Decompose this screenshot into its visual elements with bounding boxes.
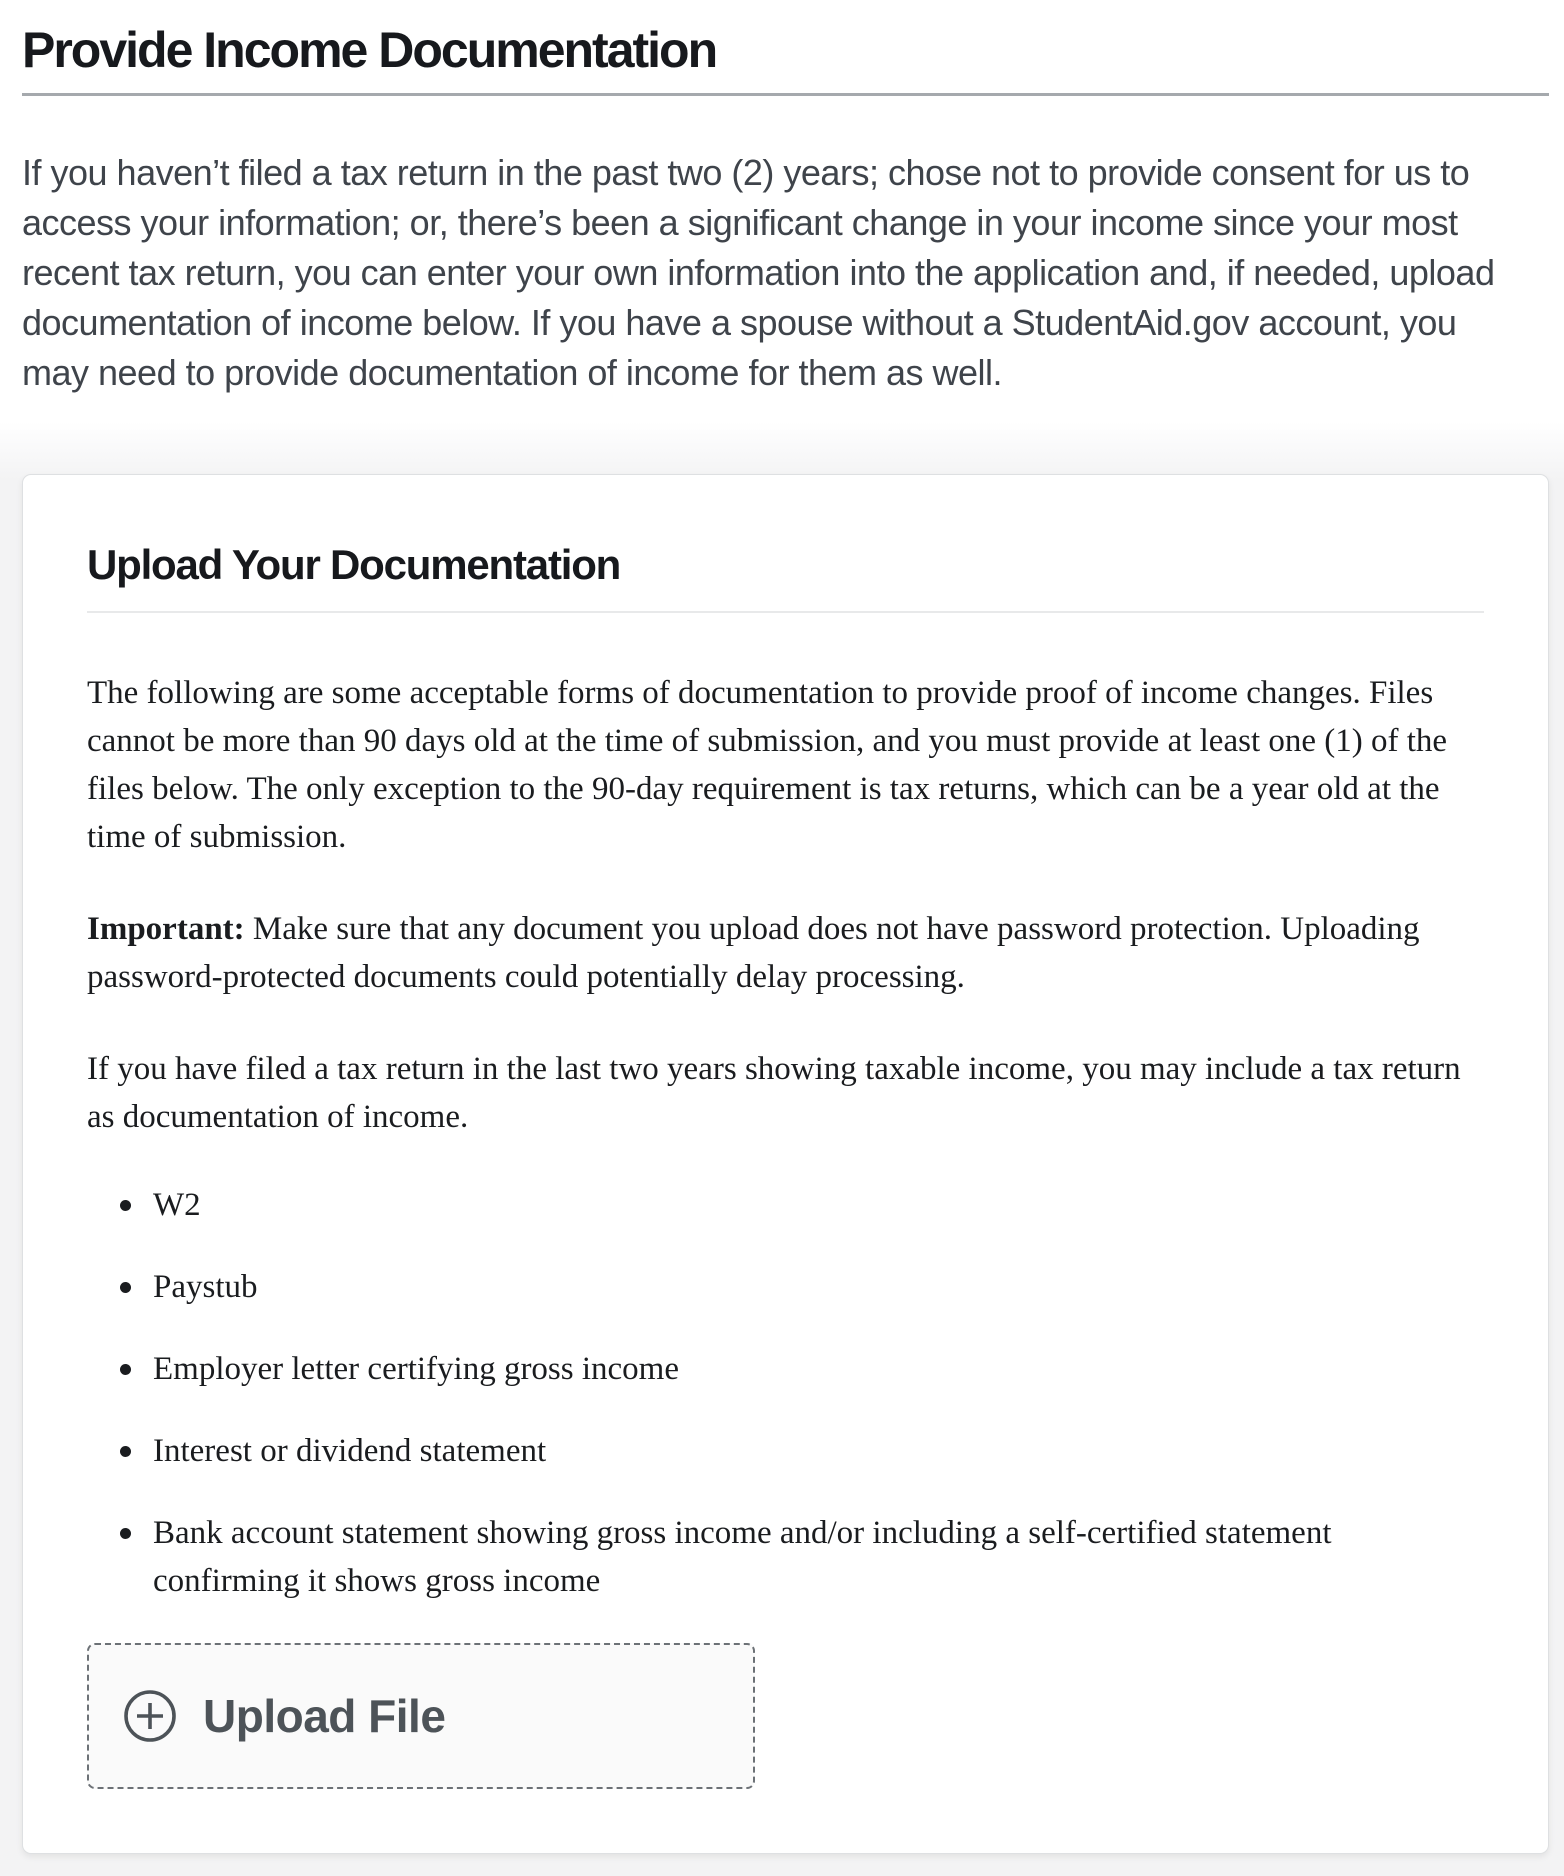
important-label: Important:: [87, 911, 245, 947]
list-item-interest-dividend: Interest or dividend statement: [128, 1427, 1418, 1475]
document-type-list: [87, 1181, 1484, 1605]
card-heading-divider: [87, 611, 1484, 613]
acceptable-forms-paragraph: The following are some acceptable forms of documentation to provide proof of income changes. Files cannot be more than 90 days old at the time of submission, and you must provide at least one (1) of the files below. The only exception to the 90-day requirement is tax returns, which can be a year old at the time of submission.: [87, 675, 1448, 855]
important-note: [87, 905, 1484, 1001]
page-title: Provide Income Documentation: [22, 22, 717, 78]
card-body: [87, 669, 1484, 1789]
list-item-employer-letter: Employer letter certifying gross income: [128, 1345, 1418, 1393]
page-header: [0, 0, 1564, 398]
upload-file-button[interactable]: [87, 1643, 755, 1789]
page-intro-text: If you haven’t filed a tax return in the past two (2) years; chose not to provide consent for us to access your information; or, there’s been a significant change in your income since your most recent tax return, you can enter your own information into the application and, if needed, upload documentation of income below. If you have a spouse without a StudentAid.gov account, you may need to provide documentation of income for them as well.: [22, 152, 1495, 393]
list-item-paystub: Paystub: [128, 1263, 1418, 1311]
list-item-bank-statement: Bank account statement showing gross income and/or including a self-certified statement confirming it shows gross income: [128, 1509, 1418, 1605]
upload-section: [0, 422, 1564, 1876]
important-text: Make sure that any document you upload does not have password protection. Uploading password-protected documents could potentially delay processing.: [87, 911, 1420, 995]
upload-file-button-label: Upload File: [203, 1690, 446, 1742]
tax-return-note: If you have filed a tax return in the last two years showing taxable income, you may include a tax return as documentation of income.: [87, 1051, 1461, 1135]
card-heading: Upload Your Documentation: [87, 541, 621, 588]
title-divider: [22, 93, 1549, 96]
list-item-w2: W2: [128, 1181, 1418, 1229]
plus-circle-icon: [123, 1689, 177, 1743]
upload-documentation-card: [22, 474, 1549, 1854]
